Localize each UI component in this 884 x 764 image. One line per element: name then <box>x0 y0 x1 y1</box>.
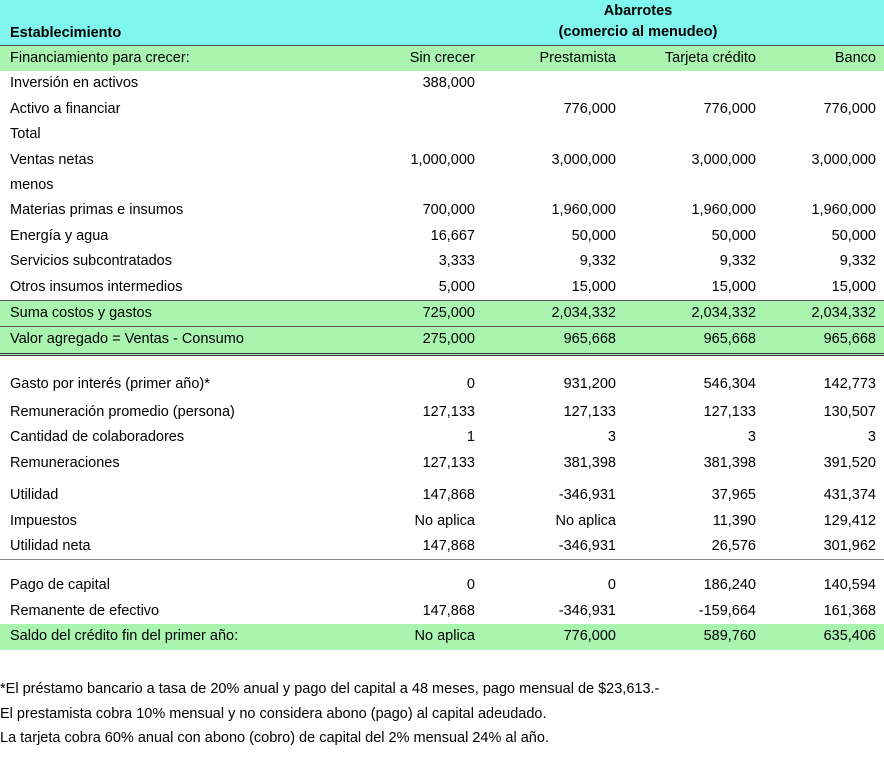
cell-value: 3,333 <box>438 253 475 270</box>
table-row <box>0 483 884 508</box>
cell-value: 147,868 <box>422 487 475 504</box>
cell-value: 431,374 <box>823 487 876 504</box>
cell-value: 15,000 <box>831 278 876 295</box>
cell-value: 127,133 <box>563 404 616 421</box>
table-row <box>0 400 884 425</box>
cell-value: 0 <box>466 375 475 392</box>
cell-value: 186,240 <box>703 577 756 594</box>
row-label: Activo a financiar <box>10 100 121 117</box>
cell-value: 127,133 <box>422 454 475 471</box>
business-subtitle: (comercio al menudeo) <box>558 24 718 40</box>
cell-value: 388,000 <box>422 75 475 92</box>
table-row <box>0 97 884 122</box>
row-label: Energía y agua <box>10 227 109 244</box>
cell-value: 50,000 <box>831 227 876 244</box>
table-header <box>0 0 884 45</box>
cell-value: 9,332 <box>839 253 876 270</box>
column-header: Financiamiento para crecer: <box>10 50 190 66</box>
row-label: Utilidad <box>10 487 59 504</box>
table-row <box>0 249 884 274</box>
table-row <box>0 148 884 173</box>
cell-value: 50,000 <box>711 227 756 244</box>
row-label: Remanente de efectivo <box>10 602 160 619</box>
cell-value: 3 <box>747 429 756 446</box>
cell-value: 776,000 <box>563 628 616 645</box>
table-row <box>0 71 884 96</box>
table-row <box>0 224 884 249</box>
cell-value: 275,000 <box>422 331 475 348</box>
row-label: Suma costos y gastos <box>10 304 152 321</box>
table-row <box>0 573 884 598</box>
cell-value: 546,304 <box>703 375 756 392</box>
column-header-row <box>0 45 884 71</box>
spacer <box>0 356 884 368</box>
row-label: Remuneraciones <box>10 454 120 471</box>
row-label: Cantidad de colaboradores <box>10 429 185 446</box>
footnotes <box>0 677 659 751</box>
cell-value: 147,868 <box>422 602 475 619</box>
cell-value: 965,668 <box>823 331 876 348</box>
cell-value: 776,000 <box>823 100 876 117</box>
cell-value: 1,960,000 <box>811 202 876 219</box>
spacer <box>0 393 884 400</box>
cell-value: 1 <box>466 429 475 446</box>
cell-value: No aplica <box>414 628 475 645</box>
table-row <box>0 624 884 649</box>
cell-value: 26,576 <box>711 538 756 555</box>
cell-value: 381,398 <box>703 454 756 471</box>
cell-value: 15,000 <box>711 278 756 295</box>
cell-value: 11,390 <box>712 512 756 529</box>
cell-value: -346,931 <box>558 487 616 504</box>
table-row <box>0 275 884 300</box>
cell-value: 140,594 <box>823 577 876 594</box>
row-label: Inversión en activos <box>10 75 139 92</box>
spacer <box>0 476 884 483</box>
cell-value: 1,960,000 <box>551 202 616 219</box>
cell-value: 3 <box>607 429 616 446</box>
table-row <box>0 300 884 326</box>
cell-value: 2,034,332 <box>691 304 756 321</box>
cell-value: 635,406 <box>823 628 876 645</box>
cell-value: 127,133 <box>422 404 475 421</box>
cell-value: 776,000 <box>703 100 756 117</box>
footnote: El prestamista cobra 10% mensual y no considera abono (pago) al capital adeudado. <box>0 705 547 722</box>
table-row <box>0 173 884 198</box>
cell-value: 381,398 <box>563 454 616 471</box>
cell-value: 129,412 <box>823 512 876 529</box>
table-row <box>0 451 884 476</box>
cell-value: 2,034,332 <box>551 304 616 321</box>
row-label: Otros insumos intermedios <box>10 278 183 295</box>
cell-value: No aplica <box>555 512 616 529</box>
cell-value: 391,520 <box>823 454 876 471</box>
table-row <box>0 122 884 147</box>
row-label: Total <box>10 126 41 143</box>
cell-value: 0 <box>607 577 616 594</box>
cell-value: 16,667 <box>430 227 475 244</box>
cell-value: 1,960,000 <box>691 202 756 219</box>
spacer <box>0 560 884 573</box>
table-row <box>0 425 884 450</box>
table-row <box>0 198 884 223</box>
table-row <box>0 599 884 624</box>
row-label: Valor agregado = Ventas - Consumo <box>10 331 244 348</box>
cell-value: 776,000 <box>563 100 616 117</box>
table-row <box>0 534 884 560</box>
cell-value: 37,965 <box>711 487 756 504</box>
cell-value: 147,868 <box>422 538 475 555</box>
row-label: Gasto por interés (primer año)* <box>10 375 210 392</box>
table-row <box>0 509 884 534</box>
cell-value: 965,668 <box>703 331 756 348</box>
cell-value: 1,000,000 <box>410 151 475 168</box>
cell-value: 589,760 <box>703 628 756 645</box>
row-label: Remuneración promedio (persona) <box>10 404 235 421</box>
row-label: menos <box>10 176 54 193</box>
cell-value: 127,133 <box>703 404 756 421</box>
cell-value: 931,200 <box>563 375 616 392</box>
column-header: Banco <box>834 50 876 66</box>
cell-value: 9,332 <box>719 253 756 270</box>
row-label: Impuestos <box>10 512 77 529</box>
row-label: Saldo del crédito fin del primer año: <box>10 628 239 645</box>
row-label: Materias primas e insumos <box>10 202 184 219</box>
business-title: Abarrotes <box>603 3 673 19</box>
cell-value: 130,507 <box>823 404 876 421</box>
column-header: Sin crecer <box>409 50 475 66</box>
cell-value: -346,931 <box>558 538 616 555</box>
row-label: Servicios subcontratados <box>10 253 172 270</box>
cell-value: 5,000 <box>438 278 475 295</box>
cell-value: 700,000 <box>422 202 475 219</box>
footnote: La tarjeta cobra 60% anual con abono (cobro) de capital del 2% mensual 24% al año. <box>0 730 549 746</box>
column-header: Tarjeta crédito <box>664 50 756 66</box>
table-row <box>0 326 884 355</box>
cell-value: 3,000,000 <box>551 151 616 168</box>
cell-value: 50,000 <box>571 227 616 244</box>
cell-value: 725,000 <box>422 304 475 321</box>
cell-value: 3,000,000 <box>691 151 756 168</box>
cell-value: 161,368 <box>823 602 876 619</box>
cell-value: No aplica <box>414 512 475 529</box>
cell-value: 2,034,332 <box>811 304 876 321</box>
establecimiento-label: Establecimiento <box>10 25 122 41</box>
cell-value: 965,668 <box>563 331 616 348</box>
cell-value: 3 <box>867 429 876 446</box>
cell-value: 142,773 <box>823 375 876 392</box>
cell-value: -346,931 <box>558 602 616 619</box>
cell-value: -159,664 <box>698 602 756 619</box>
cell-value: 9,332 <box>579 253 616 270</box>
cell-value: 3,000,000 <box>811 151 876 168</box>
table-row <box>0 368 884 393</box>
cell-value: 15,000 <box>571 278 616 295</box>
row-label: Utilidad neta <box>10 538 91 555</box>
cell-value: 301,962 <box>823 538 876 555</box>
footnote: *El préstamo bancario a tasa de 20% anual y pago del capital a 48 meses, pago mensual de $23,613.- <box>0 681 660 697</box>
column-header: Prestamista <box>539 50 616 66</box>
cell-value: 0 <box>466 577 475 594</box>
row-label: Ventas netas <box>10 151 94 168</box>
row-label: Pago de capital <box>10 577 110 594</box>
